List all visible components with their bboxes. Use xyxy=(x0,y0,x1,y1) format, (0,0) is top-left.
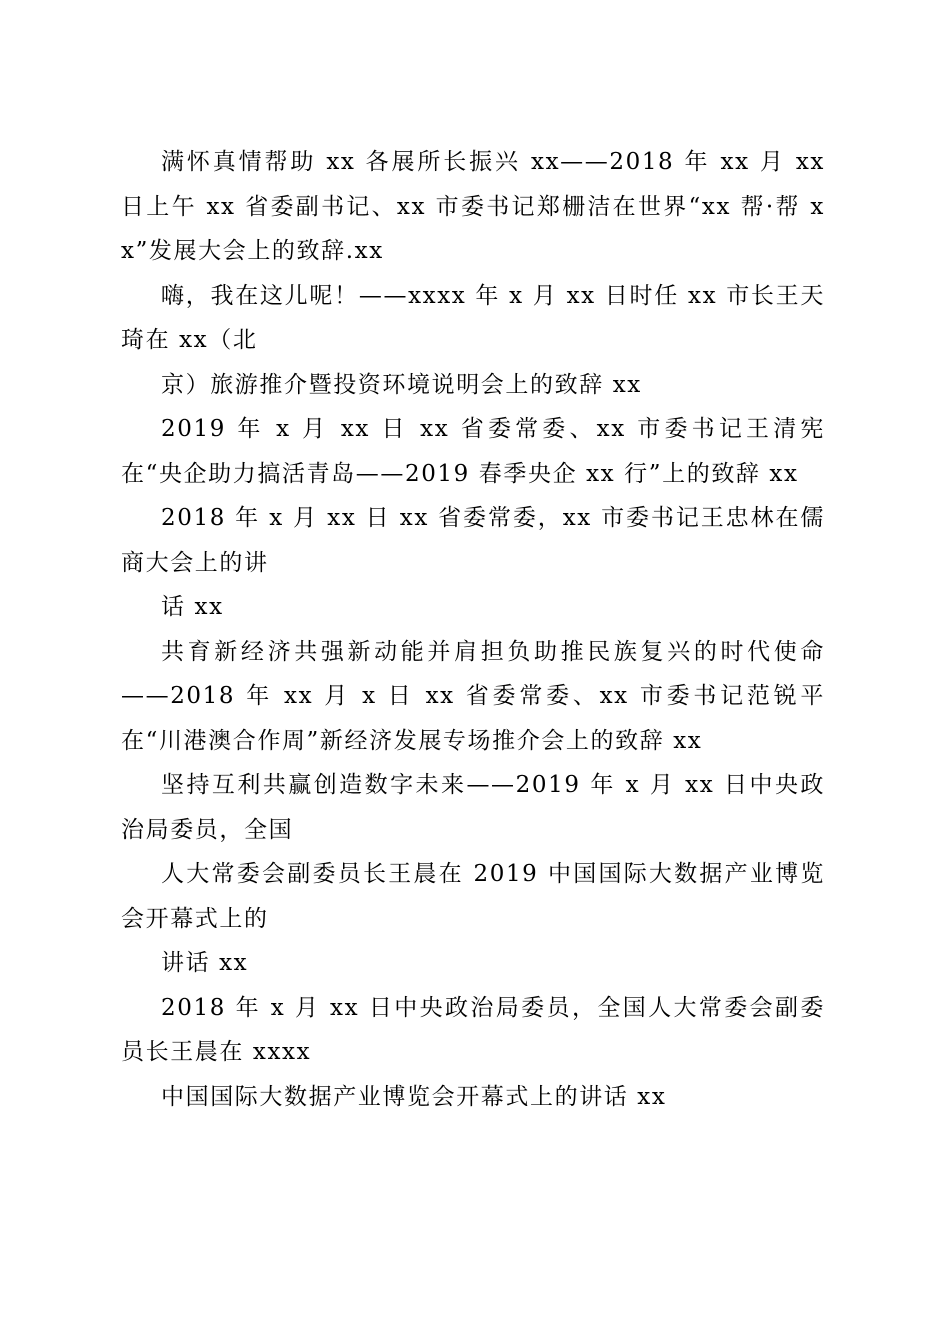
paragraph: 讲话 xx xyxy=(161,950,249,976)
paragraph: 京）旅游推介暨投资环境说明会上的致辞 xx xyxy=(161,371,642,398)
paragraph: 话 xx xyxy=(161,594,224,620)
paragraph: 满怀真情帮助 xx 各展所长振兴 xx——2018 年 xx 月 xx 日上午 xx 省委副书记、xx 市委书记郑栅洁在世界“xx 帮·帮 xx”发展大会上的致辞.xx xyxy=(121,149,825,264)
paragraph: 2018 年 x 月 xx 日 xx 省委常委，xx 市委书记王忠林在儒商大会上的讲 xyxy=(121,505,825,576)
paragraph: 嗨，我在这儿呢！——xxxx 年 x 月 xx 日时任 xx 市长王天琦在 xx（北 xyxy=(121,282,825,353)
document-body xyxy=(121,140,825,1119)
paragraph: 坚持互利共赢创造数字未来——2019 年 x 月 xx 日中央政治局委员，全国 xyxy=(121,772,825,843)
paragraph: 2018 年 x 月 xx 日中央政治局委员，全国人大常委会副委员长王晨在 xxxx xyxy=(121,994,825,1065)
paragraph: 2019 年 x 月 xx 日 xx 省委常委、xx 市委书记王清宪在“央企助力搞活青岛——2019 春季央企 xx 行”上的致辞 xx xyxy=(121,416,825,487)
paragraph: 中国国际大数据产业博览会开幕式上的讲话 xx xyxy=(161,1083,667,1110)
paragraph: 共育新经济共强新动能并肩担负助推民族复兴的时代使命——2018 年 xx 月 x 日 xx 省委常委、xx 市委书记范锐平在“川港澳合作周”新经济发展专场推介会上的致辞 xx xyxy=(121,638,825,754)
paragraph: 人大常委会副委员长王晨在 2019 中国国际大数据产业博览会开幕式上的 xyxy=(121,861,825,932)
